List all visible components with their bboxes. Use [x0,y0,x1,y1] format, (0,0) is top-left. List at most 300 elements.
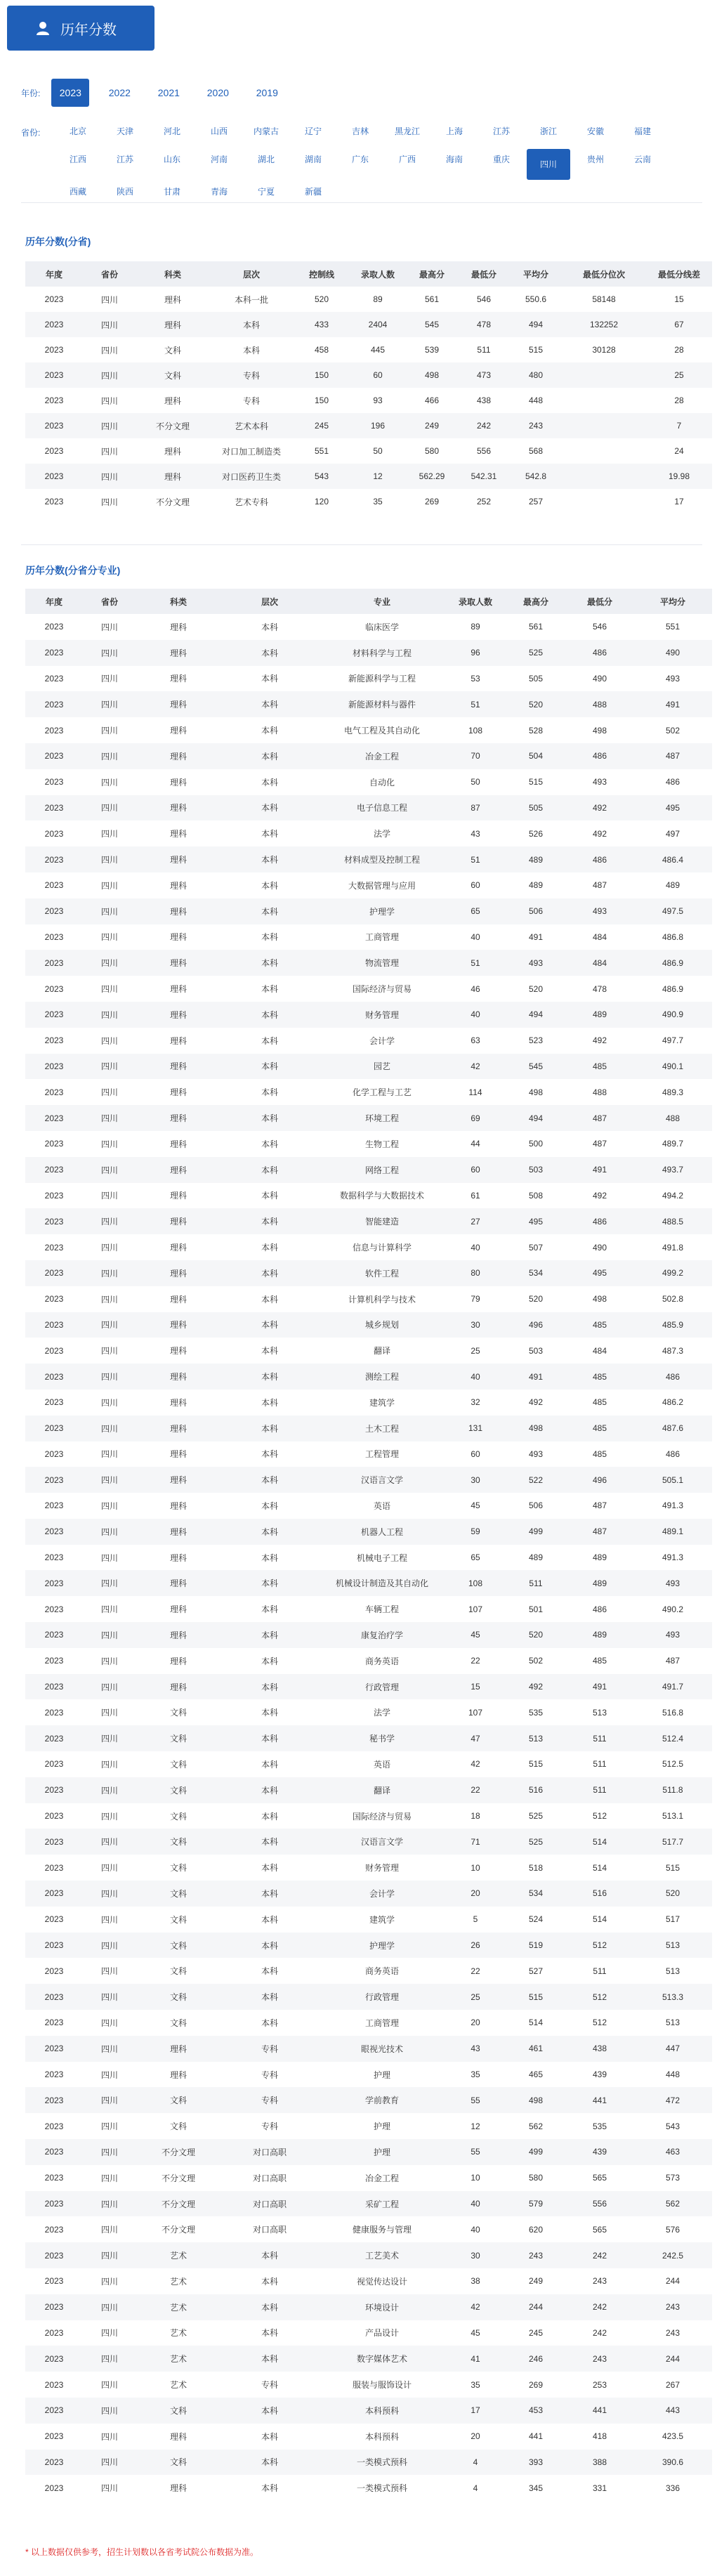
table-row [25,1338,712,1364]
table-cell: 30128 [592,345,616,355]
table-cell: 438 [566,2036,633,2062]
table-cell: 242 [566,2242,633,2268]
table-cell: 本科 [261,2276,278,2287]
user-icon [35,20,51,36]
table-row [25,1183,712,1209]
table-cell: 本科 [261,1087,278,1098]
province-chip[interactable]: 江西 [69,155,86,164]
table-cell: 2023 [25,1208,83,1234]
column-header: 科类 [136,589,221,614]
table-cell: 四川 [83,1881,136,1907]
table-cell: 249 [406,413,458,438]
table-cell: 2023 [25,640,83,666]
table-row [25,388,712,413]
table-cell: 翻译 [319,1777,445,1803]
table-cell: 本科 [221,743,319,769]
table-cell: 理科 [136,2036,221,2062]
table-cell: 513 [665,2018,680,2028]
table-cell: 临床医学 [364,622,399,632]
table-cell: 本科 [221,1933,319,1959]
table-cell: 2023 [44,2327,64,2338]
province-chip[interactable]: 上海 [445,126,463,136]
table-cell: 四川 [100,1191,118,1201]
table-row [25,691,712,717]
table-cell: 490.9 [633,1002,712,1028]
table-cell: 艺术 [169,2276,187,2287]
table-cell: 机械设计制造及其自动化 [319,1570,445,1596]
table-cell: 理科 [169,777,187,787]
table-cell: 499 [506,2139,566,2165]
province-chip[interactable]: 湖北 [257,155,275,164]
table-cell: 四川 [100,2380,118,2391]
table-cell: 550.6 [525,294,547,304]
table-cell: 本科 [242,345,260,355]
table-cell: 388 [566,2450,633,2476]
table-cell: 四川 [100,497,118,507]
table-cell: 环境设计 [319,2294,445,2320]
table-cell: 四川 [83,1312,136,1338]
province-chip[interactable]: 北京 [69,126,86,136]
table-cell: 本科 [261,1863,278,1874]
table-cell: 331 [592,2483,607,2493]
table-cell: 理科 [169,1294,187,1305]
table-cell: 35 [471,2070,480,2080]
table-cell: 487 [633,743,712,769]
table-cell: 506 [506,898,566,924]
table-cell: 本科 [261,984,278,995]
table-cell: 493.7 [633,1157,712,1183]
table-cell: 理科 [136,1674,221,1700]
table-cell: 520 [506,1622,566,1648]
table-cell: 护理学 [319,898,445,924]
table-cell: 文科 [169,1708,187,1718]
table-cell: 243 [506,2242,566,2268]
table-cell: 499 [506,1519,566,1545]
table-cell: 246 [506,2346,566,2372]
table-row [25,1907,712,1933]
province-chip[interactable]: 青海 [210,187,228,197]
table-cell: 2023 [44,622,64,632]
table-cell: 492 [592,828,607,839]
table-cell: 四川 [83,1777,136,1803]
province-chip[interactable]: 重庆 [492,155,510,164]
table-row [25,2010,712,2036]
table-cell: 484 [566,950,633,976]
table-cell: 12 [471,2121,480,2131]
table-cell: 理科 [169,1449,187,1460]
table-cell: 四川 [83,1622,136,1648]
table-cell: 理科 [164,446,181,457]
table-row [25,1570,712,1596]
table-cell: 四川 [100,829,118,839]
table-cell: 四川 [100,345,118,355]
table-cell: 542.31 [458,464,510,489]
table-cell: 516 [506,1777,566,1803]
table-cell: 四川 [100,1708,118,1718]
table-cell: 50 [373,446,383,456]
table-cell: 2023 [44,2070,64,2080]
table-cell: 理科 [136,1054,221,1080]
table-cell: 四川 [83,1054,136,1080]
province-chip[interactable]: 四川 [527,149,570,180]
table-cell: 本科 [261,2431,278,2442]
table-cell: 486.9 [662,983,684,994]
table-cell: 四川 [83,2346,136,2372]
major-score-table [25,589,712,2501]
table-cell: 489 [566,1622,633,1648]
table-cell: 财务管理 [319,1002,445,1028]
table-cell: 2023 [44,497,64,506]
table-cell: 269 [528,2379,544,2390]
table-cell: 2023 [25,1725,83,1751]
table-cell: 487 [665,1656,680,1666]
table-row [25,464,712,489]
table-cell: 商务英语 [364,1966,399,1977]
table-cell: 453 [506,2398,566,2424]
table-cell: 四川 [83,2294,136,2320]
province-chip[interactable]: 甘肃 [163,187,180,197]
table-cell: 文科 [169,2018,187,2028]
table-cell: 438 [476,395,492,405]
table-cell: 485 [566,1312,633,1338]
table-cell: 理科 [169,1191,187,1201]
table-cell: 电气工程及其自动化 [343,726,420,736]
table-cell: 本科预科 [319,2398,445,2424]
table-cell: 448 [528,395,544,405]
table-cell: 理科 [169,1035,187,1046]
table-cell: 441 [566,2087,633,2113]
table-cell: 四川 [100,2276,118,2287]
table-cell: 2023 [44,1294,64,1305]
table-cell: 489.1 [633,1519,712,1545]
table-row [25,1725,712,1751]
table-cell: 本科 [221,2346,319,2372]
table-cell: 理科 [136,640,221,666]
table-cell: 2023 [44,2224,64,2235]
table-cell: 26 [445,1933,506,1959]
table-cell: 500 [528,1139,544,1149]
table-cell: 文科 [136,1881,221,1907]
table-cell: 252 [476,497,492,506]
table-row [25,976,712,1002]
table-row [25,1054,712,1080]
table-cell: 70 [445,743,506,769]
table-cell: 四川 [83,2398,136,2424]
table-cell: 2023 [25,1260,83,1286]
column-header: 平均分 [510,261,562,287]
year-chip[interactable]: 2019 [256,87,278,98]
province-chip[interactable]: 山东 [163,155,180,164]
column-header: 年度 [25,261,83,287]
table-cell: 本科 [221,1364,319,1390]
table-cell: 本科 [221,2242,319,2268]
table-cell: 2023 [25,2191,83,2217]
table-cell: 12 [350,464,406,489]
table-row [25,2062,712,2088]
province-chip[interactable]: 云南 [633,155,651,164]
table-cell: 67 [646,312,712,337]
table-cell: 2023 [44,1139,64,1149]
table-cell: 四川 [83,1829,136,1855]
province-chip[interactable]: 福建 [633,126,651,136]
column-header: 科类 [136,261,209,287]
table-cell: 244 [506,2294,566,2320]
table-cell: 490 [592,1242,607,1253]
table-row [25,1519,712,1545]
history-score-button[interactable] [7,6,154,51]
province-chip[interactable]: 新疆 [304,187,322,197]
table-cell: 518 [528,1862,544,1873]
table-cell: 2023 [44,446,64,456]
table-cell: 四川 [100,1501,118,1511]
province-chip[interactable]: 吉林 [351,126,369,136]
table-row [25,1416,712,1441]
table-cell: 四川 [100,2173,118,2183]
table-cell: 汉语言文学 [319,1829,445,1855]
table-cell: 497 [665,828,680,839]
table-cell: 51 [445,846,506,872]
table-cell: 商务英语 [364,1656,399,1666]
column-header: 省份 [83,589,136,614]
table-cell: 2023 [25,1364,83,1390]
table-row [25,2320,712,2346]
table-cell: 理科 [136,898,221,924]
table-cell: 理科 [169,1243,187,1253]
province-chip[interactable]: 河北 [163,126,180,136]
section-title-by-major: 历年分数(分省分专业) [25,565,121,576]
table-cell: 不分文理 [136,413,209,438]
table-cell: 2023 [25,1933,83,1959]
table-cell: 本科 [221,2450,319,2476]
table-cell: 495 [633,795,712,821]
year-chip[interactable]: 2023 [51,79,89,107]
year-chip[interactable]: 2020 [206,87,229,98]
province-chip[interactable]: 天津 [116,126,133,136]
table-cell: 107 [468,1707,483,1718]
table-cell: 242 [592,2327,607,2338]
table-cell: 工商管理 [364,932,399,943]
table-cell: 32 [471,1397,480,1408]
table-cell: 336 [665,2483,680,2493]
table-cell: 本科 [261,726,278,736]
table-row [25,1777,712,1803]
table-cell: 本科 [261,1346,278,1356]
table-cell: 269 [424,497,440,506]
province-chip[interactable]: 黑龙江 [394,126,420,136]
table-cell: 35 [373,497,383,506]
province-chip[interactable]: 广东 [351,155,369,164]
table-cell: 515 [528,1759,544,1770]
table-cell: 19.98 [646,464,712,489]
table-cell: 理科 [136,1467,221,1493]
year-chip[interactable]: 2021 [157,87,180,98]
table-row [25,1208,712,1234]
province-chip[interactable]: 浙江 [539,126,557,136]
table-cell: 理科 [169,984,187,995]
table-cell: 四川 [83,691,136,717]
table-cell: 文科 [136,1829,221,1855]
table-cell: 511 [477,345,491,355]
table-cell: 485 [592,1397,607,1408]
table-cell: 四川 [83,2450,136,2476]
table-cell: 515 [528,777,544,787]
table-cell: 30 [445,2242,506,2268]
table-cell: 理科 [136,1364,221,1390]
table-cell: 化学工程与工艺 [352,1087,412,1098]
table-cell [562,438,646,464]
table-row [25,1855,712,1881]
table-cell: 四川 [83,413,136,438]
table-cell: 498 [528,1087,544,1097]
table-cell: 本科 [261,880,278,891]
table-row [25,2242,712,2268]
table-cell: 本科 [221,1881,319,1907]
table-cell: 488 [592,1087,607,1097]
table-cell: 不分文理 [161,2173,195,2183]
table-cell: 不分文理 [155,497,190,507]
table-cell: 487 [566,1519,633,1545]
table-cell: 22 [445,1777,506,1803]
table-cell: 本科 [261,1552,278,1563]
table-cell: 2023 [44,1862,64,1873]
province-chip[interactable]: 陕西 [116,187,133,197]
table-cell: 本科 [221,1157,319,1183]
table-cell: 2023 [44,931,64,942]
table-cell: 2023 [44,1449,64,1459]
table-cell: 512.5 [662,1759,684,1770]
table-cell: 489 [592,1552,607,1563]
table-cell: 理科 [169,1087,187,1098]
table-cell: 439 [566,2139,633,2165]
table-cell: 465 [528,2070,544,2080]
table-cell: 理科 [169,1604,187,1615]
table-cell: 515 [506,1984,566,2010]
table-cell: 486 [665,1449,680,1459]
table-cell: 496 [566,1467,633,1493]
table-cell: 18 [471,1811,480,1822]
table-cell: 486.8 [662,931,684,942]
table-cell: 512 [566,1933,633,1959]
province-chip[interactable]: 安徽 [586,126,604,136]
column-header: 年度 [25,589,83,614]
table-cell: 四川 [100,446,118,457]
table-cell: 2023 [44,2121,64,2131]
table-cell: 2023 [44,345,64,355]
table-cell: 本科 [221,1777,319,1803]
table-header-row [25,261,712,287]
province-chip[interactable]: 宁夏 [257,187,275,197]
province-chip[interactable]: 江苏 [116,155,133,164]
table-cell: 522 [506,1467,566,1493]
table-cell: 543 [665,2121,680,2131]
table-cell: 网络工程 [319,1157,445,1183]
table-cell: 53 [471,673,480,684]
table-row [25,1105,712,1131]
table-cell: 数据科学与大数据技术 [339,1191,424,1201]
table-cell: 2023 [44,1190,64,1201]
table-cell: 5 [473,1914,478,1925]
table-cell: 40 [471,2224,480,2235]
province-chip[interactable]: 河南 [210,155,228,164]
table-cell: 四川 [100,777,118,787]
table-cell: 测绘工程 [319,1364,445,1390]
table-cell: 四川 [100,2328,118,2339]
table-cell: 50 [471,777,480,787]
table-cell: 2023 [25,362,83,388]
province-chip[interactable]: 辽宁 [304,126,322,136]
province-chip[interactable]: 内蒙古 [253,126,279,136]
table-cell: 89 [471,622,480,632]
table-cell: 114 [468,1087,482,1097]
table-cell: 四川 [100,294,118,305]
table-cell: 专科 [242,395,260,406]
table-cell: 本科一批 [234,294,268,305]
table-cell: 514 [592,1914,607,1925]
table-cell: 机械电子工程 [356,1552,407,1563]
table-cell: 150 [314,395,329,405]
table-cell: 491.8 [662,1242,684,1253]
table-cell: 四川 [100,1863,118,1874]
table-cell: 一类模式预科 [319,2450,445,2476]
province-chip[interactable]: 广西 [398,155,416,164]
table-cell: 专科 [221,2087,319,2113]
table-cell: 2023 [44,1914,64,1925]
table-cell: 服装与服饰设计 [352,2380,412,2391]
table-cell: 2023 [25,1829,83,1855]
table-cell: 528 [528,725,544,735]
province-chip[interactable]: 西藏 [69,187,86,197]
table-cell: 24 [674,446,684,456]
table-cell: 本科 [221,1829,319,1855]
table-cell: 冶金工程 [364,2173,399,2183]
table-cell: 2023 [25,795,83,821]
province-chip[interactable]: 江苏 [492,126,510,136]
table-cell: 2023 [25,1622,83,1648]
column-header: 最高分 [406,261,458,287]
table-cell: 545 [406,312,458,337]
table-cell: 四川 [83,1674,136,1700]
table-cell: 四川 [83,795,136,821]
province-filter-label: 省份: [21,128,41,138]
table-cell: 243 [633,2294,712,2320]
table-cell: 565 [592,2224,607,2235]
table-cell: 理科 [136,1157,221,1183]
table-cell: 65 [471,1552,480,1563]
footnote: * 以上数据仅供参考，招生计划数以各省考试院公布数据为准。 [25,2547,259,2557]
province-chip[interactable]: 贵州 [586,155,604,164]
year-chip[interactable]: 2022 [108,87,131,98]
table-cell [562,388,646,413]
province-chip[interactable]: 湖南 [304,155,322,164]
table-cell: 546 [592,622,607,632]
table-cell: 498 [592,1294,607,1305]
table-cell: 2023 [25,1312,83,1338]
table-cell: 产品设计 [364,2328,399,2339]
table-cell: 478 [458,312,510,337]
province-chip[interactable]: 海南 [445,155,463,164]
table-cell: 487 [592,1501,607,1511]
table-cell: 2023 [44,1242,64,1253]
table-cell: 485 [566,1054,633,1080]
table-row [25,287,712,312]
table-cell: 四川 [100,1397,118,1408]
table-cell: 一类模式预科 [356,2483,407,2494]
province-chip[interactable]: 山西 [210,126,228,136]
table-cell [562,464,646,489]
table-cell: 文科 [169,1863,187,1874]
table-cell: 498 [506,2087,566,2113]
table-cell: 四川 [83,362,136,388]
